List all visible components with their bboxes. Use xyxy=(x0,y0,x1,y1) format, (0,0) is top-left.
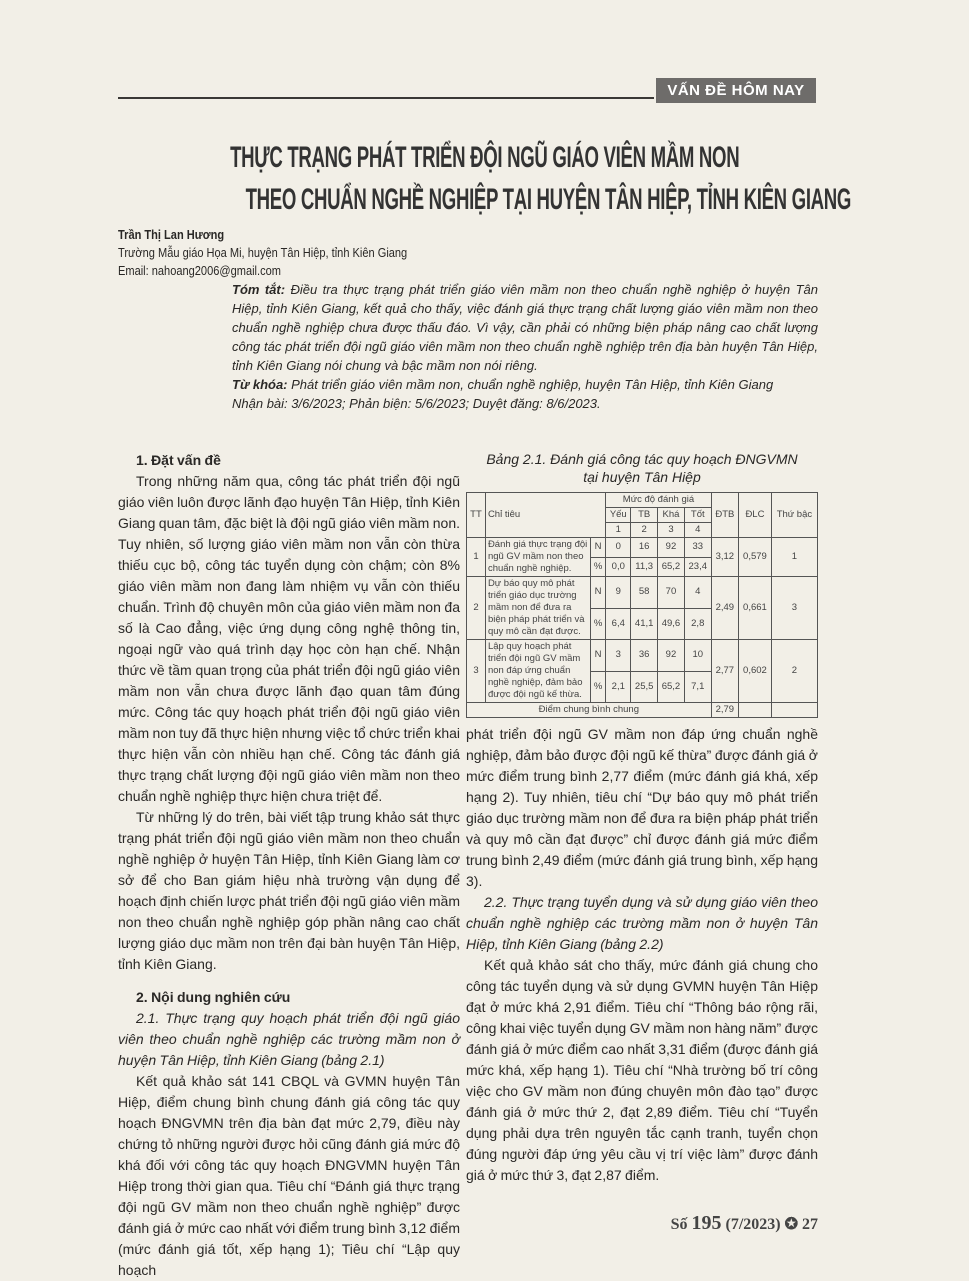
paragraph: phát triển đội ngũ GV mầm non đáp ứng chuẩn nghề nghiệp, đảm bảo được đội ngũ kế thừa” được đánh giá ở mức điểm trung bình 2,77 điểm (mức đánh giá khá, xếp hạng 2). Tuy nhiên, tiêu chí “Dự báo quy mô phát triển giáo dục trường mầm non để đưa ra biện pháp phát triển và quy mô cần đạt được” chỉ được đánh giá mức điểm trung bình 2,49 điểm (mức đánh giá trung bình, xếp hạng 3). xyxy=(466,726,818,889)
row-dtb: 2,77 xyxy=(711,640,738,703)
row-n-value: 36 xyxy=(631,640,658,672)
row-p-value: 2,8 xyxy=(684,608,711,640)
table-row xyxy=(467,577,818,609)
keywords-label: Từ khóa: xyxy=(232,377,288,392)
issue-number: 195 xyxy=(691,1212,722,1234)
row-dlc: 0,579 xyxy=(739,538,772,577)
caption-line: Bảng 2.1. Đánh giá công tác quy hoạch ĐNGVMN xyxy=(486,451,798,467)
row-p-value: 41,1 xyxy=(631,608,658,640)
row-p-value: 49,6 xyxy=(658,608,685,640)
row-dtb: 2,49 xyxy=(711,577,738,640)
row-n-value: 58 xyxy=(631,577,658,609)
row-n-value: 3 xyxy=(606,640,631,672)
page-footer xyxy=(671,1212,818,1235)
row-p-label: % xyxy=(590,608,605,640)
issue-date: (7/2023) xyxy=(725,1216,781,1233)
section-2-heading: 2. Nội dung nghiên cứu xyxy=(136,989,291,1005)
row-p-value: 2,1 xyxy=(606,671,631,703)
author-affiliation: Trường Mẫu giáo Họa Mi, huyện Tân Hiệp, tỉnh Kiên Giang xyxy=(118,245,408,260)
row-criteria: Dự báo quy mô phát triển giáo dục trường mầm non để đưa ra biện pháp phát triển và quy mô cần đạt được. xyxy=(485,577,590,640)
header-level-label: Tốt xyxy=(684,508,711,523)
row-n-label: N xyxy=(590,640,605,672)
row-n-value: 33 xyxy=(684,538,711,558)
row-n-value: 92 xyxy=(658,640,685,672)
row-rank: 3 xyxy=(771,577,817,640)
article-title-line-1: THỰC TRẠNG PHÁT TRIỂN ĐỘI NGŨ GIÁO VIÊN MẦM NON xyxy=(230,141,740,174)
row-n-value: 16 xyxy=(631,538,658,558)
row-p-value: 0,0 xyxy=(606,557,631,577)
subsection-2-1-heading: 2.1. Thực trạng quy hoạch phát triển đội ngũ giáo viên theo chuẩn nghề nghiệp các trường mầm non ở huyện Tân Hiệp, tỉnh Kiên Giang (bảng 2.1) xyxy=(118,1010,460,1068)
row-n-value: 92 xyxy=(658,538,685,558)
paragraph: Từ những lý do trên, bài viết tập trung khảo sát thực trạng phát triển đội ngũ giáo viên mầm non theo chuẩn nghề nghiệp ở huyện Tân Hiệp, tỉnh Kiên Giang làm cơ sở để cho Ban giám hiệu nhà trường vận dụng để hoạch định chiến lược phát triển đội ngũ giáo viên mầm non theo chuẩn nghề nghiệp góp phần nâng cao chất lượng giáo dục mầm non trên đại bàn huyện Tân Hiệp, tỉnh Kiên Giang. xyxy=(118,809,460,972)
author-email: Email: nahoang2006@gmail.com xyxy=(118,263,281,278)
row-n-value: 4 xyxy=(684,577,711,609)
abstract-block xyxy=(232,280,818,413)
row-criteria: Lập quy hoạch phát triển đội ngũ GV mầm non đáp ứng chuẩn nghề nghiệp, đảm bảo được đội ngũ kế thừa. xyxy=(485,640,590,703)
row-rank: 2 xyxy=(771,640,817,703)
row-tt: 1 xyxy=(467,538,486,577)
row-n-value: 70 xyxy=(658,577,685,609)
row-tt: 3 xyxy=(467,640,486,703)
table-caption xyxy=(466,450,818,486)
total-label: Điểm chung bình chung xyxy=(467,703,712,718)
header-criteria: Chỉ tiêu xyxy=(485,493,605,538)
header-level-num: 1 xyxy=(606,523,631,538)
total-dtb: 2,79 xyxy=(711,703,738,718)
header-level-num: 4 xyxy=(684,523,711,538)
abstract-label: Tóm tắt: xyxy=(232,282,286,297)
article-dates: Nhận bài: 3/6/2023; Phản biện: 5/6/2023; Duyệt đăng: 8/6/2023. xyxy=(232,396,601,411)
right-column xyxy=(466,450,818,1186)
issue-prefix: Số xyxy=(670,1216,688,1233)
right-column-text xyxy=(466,724,818,1186)
paragraph: Trong những năm qua, công tác phát triển đội ngũ giáo viên luôn được lãnh đạo huyện Tân Hiệp, tỉnh Kiên Giang quan tâm, đặc biệt là đội ngũ giáo viên mầm non. Tuy nhiên, số lượng giáo viên mầm non vẫn còn thừa thiếu cục bộ, công tác tuyển dụng còn chậm; còn 8% giáo viên mầm non đang làm nhiệm vụ vẫn còn thiếu chuẩn. Trình độ chuyên môn của giáo viên mầm non đa số là Cao đẳng, việc ứng dụng công nghệ thông tin, ngoại ngữ vào quá trình dạy học còn hạn chế. Nhận thức về tầm quan trọng của phát triển đội ngũ giáo viên mầm non vẫn chưa được lãnh đạo quan tâm đúng mức. Công tác quy hoạch phát triển đội ngũ giáo viên mầm non tuy đã thực hiện nhưng việc tổ chức triển khai thực hiện vẫn còn nhiều hạn chế. Công tác đánh giá thực trạng chất lượng đội ngũ giáo viên mầm non theo chuẩn nghề nghiệp thực hiện chưa triệt để. xyxy=(118,473,460,804)
left-column xyxy=(118,450,460,1281)
table-row xyxy=(467,640,818,672)
row-tt: 2 xyxy=(467,577,486,640)
row-p-value: 6,4 xyxy=(606,608,631,640)
row-p-value: 11,3 xyxy=(631,557,658,577)
row-rank: 1 xyxy=(771,538,817,577)
empty-cell xyxy=(739,703,772,718)
row-n-value: 9 xyxy=(606,577,631,609)
row-p-value: 23,4 xyxy=(684,557,711,577)
circle-star-icon: ✪ xyxy=(784,1216,798,1233)
header-dtb: ĐTB xyxy=(711,493,738,538)
page-number: 27 xyxy=(802,1216,818,1233)
empty-cell xyxy=(771,703,817,718)
row-n-label: N xyxy=(590,577,605,609)
row-n-value: 0 xyxy=(606,538,631,558)
row-criteria: Đánh giá thực trạng đội ngũ GV mầm non theo chuẩn nghề nghiệp. xyxy=(485,538,590,577)
header-level: Mức độ đánh giá xyxy=(606,493,711,508)
article-title-line-2: THEO CHUẨN NGHỀ NGHIỆP TẠI HUYỆN TÂN HIỆP, TỈNH KIÊN GIANG xyxy=(245,183,852,216)
section-1-heading: 1. Đặt vấn đề xyxy=(136,452,221,468)
header-rule xyxy=(118,97,654,99)
abstract-text: Điều tra thực trạng phát triển giáo viên mầm non theo chuẩn nghề nghiệp ở huyện Tân Hiệp, tỉnh Kiên Giang, kết quả cho thấy, việc đánh giá thực trạng chất lượng giáo viên mầm non theo chuẩn nghề nghiệp chưa được thấu đáo. Vì vậy, cần phải có những biện pháp nâng cao chất lượng công tác phát triển đội ngũ giáo viên mầm non theo chuẩn nghề nghiệp trên địa bàn huyện Tân Hiệp, tỉnh Kiên Giang nói chung và bậc mầm non nói riêng. xyxy=(232,282,818,373)
header-level-label: Khá xyxy=(658,508,685,523)
section-tag: VẤN ĐỀ HÔM NAY xyxy=(656,78,816,103)
keywords-text: Phát triển giáo viên mầm non, chuẩn nghề nghiệp, huyện Tân Hiệp, tỉnh Kiên Giang xyxy=(291,377,774,392)
table-2-1 xyxy=(466,492,818,718)
row-p-value: 65,2 xyxy=(658,671,685,703)
table-row xyxy=(467,538,818,558)
row-p-value: 25,5 xyxy=(631,671,658,703)
caption-line: tại huyện Tân Hiệp xyxy=(583,469,701,485)
header-level-num: 2 xyxy=(631,523,658,538)
header-tt: TT xyxy=(467,493,486,538)
header-level-label: Yếu xyxy=(606,508,631,523)
author-block xyxy=(118,226,458,280)
row-p-label: % xyxy=(590,557,605,577)
paragraph: Kết quả khảo sát 141 CBQL và GVMN huyện Tân Hiệp, điểm chung bình chung đánh giá công tác quy hoạch ĐNGVMN trên địa bàn đạt mức 2,79, điều này chứng tỏ những người được hỏi cũng đánh giá mức độ khá đối với công tác quy hoạch ĐNGVMN huyện Tân Hiệp trong thời gian qua. Tiêu chí “Đánh giá thực trạng đội ngũ GV mầm non theo chuẩn nghề nghiệp” được đánh giá ở mức cao nhất với điểm trung bình 3,12 điểm (mức đánh giá tốt, xếp hạng 1); Tiêu chí “Lập quy hoạch xyxy=(118,1073,460,1278)
header-level-label: TB xyxy=(631,508,658,523)
row-p-value: 7,1 xyxy=(684,671,711,703)
row-dtb: 3,12 xyxy=(711,538,738,577)
row-n-label: N xyxy=(590,538,605,558)
row-n-value: 10 xyxy=(684,640,711,672)
header-level-num: 3 xyxy=(658,523,685,538)
author-name: Trần Thị Lan Hương xyxy=(118,227,225,242)
row-p-value: 65,2 xyxy=(658,557,685,577)
header-rank: Thứ bậc xyxy=(771,493,817,538)
row-p-label: % xyxy=(590,671,605,703)
paragraph: Kết quả khảo sát cho thấy, mức đánh giá chung cho công tác tuyển dụng và sử dụng GVMN huyện Tân Hiệp đạt ở mức khá 2,91 điểm. Tiêu chí “Thông báo rộng rãi, công khai việc tuyển dụng GV mầm non hàng năm” được đánh giá ở mức điểm cao nhất 3,31 điểm (được đánh giá mức khá, xếp hạng 1). Tiêu chí “Nhà trường bố trí công việc cho GV mầm non đúng chuyên môn đào tạo” được đánh giá ở mức thứ 2, đạt 2,89 điểm. Tiêu chí “Tuyển dụng phải dựa trên nguyên tắc cạnh tranh, tuyển chọn đúng người đáp ứng yêu cầu vị trí việc làm” được đánh giá ở mức thứ 3, đạt 2,87 điểm. xyxy=(466,957,818,1183)
row-dlc: 0,602 xyxy=(739,640,772,703)
row-dlc: 0,661 xyxy=(739,577,772,640)
subsection-2-2-heading: 2.2. Thực trạng tuyển dụng và sử dụng giáo viên theo chuẩn nghề nghiệp các trường mầm non ở huyện Tân Hiệp, tỉnh Kiên Giang (bảng 2.2) xyxy=(466,894,818,952)
header-dlc: ĐLC xyxy=(739,493,772,538)
